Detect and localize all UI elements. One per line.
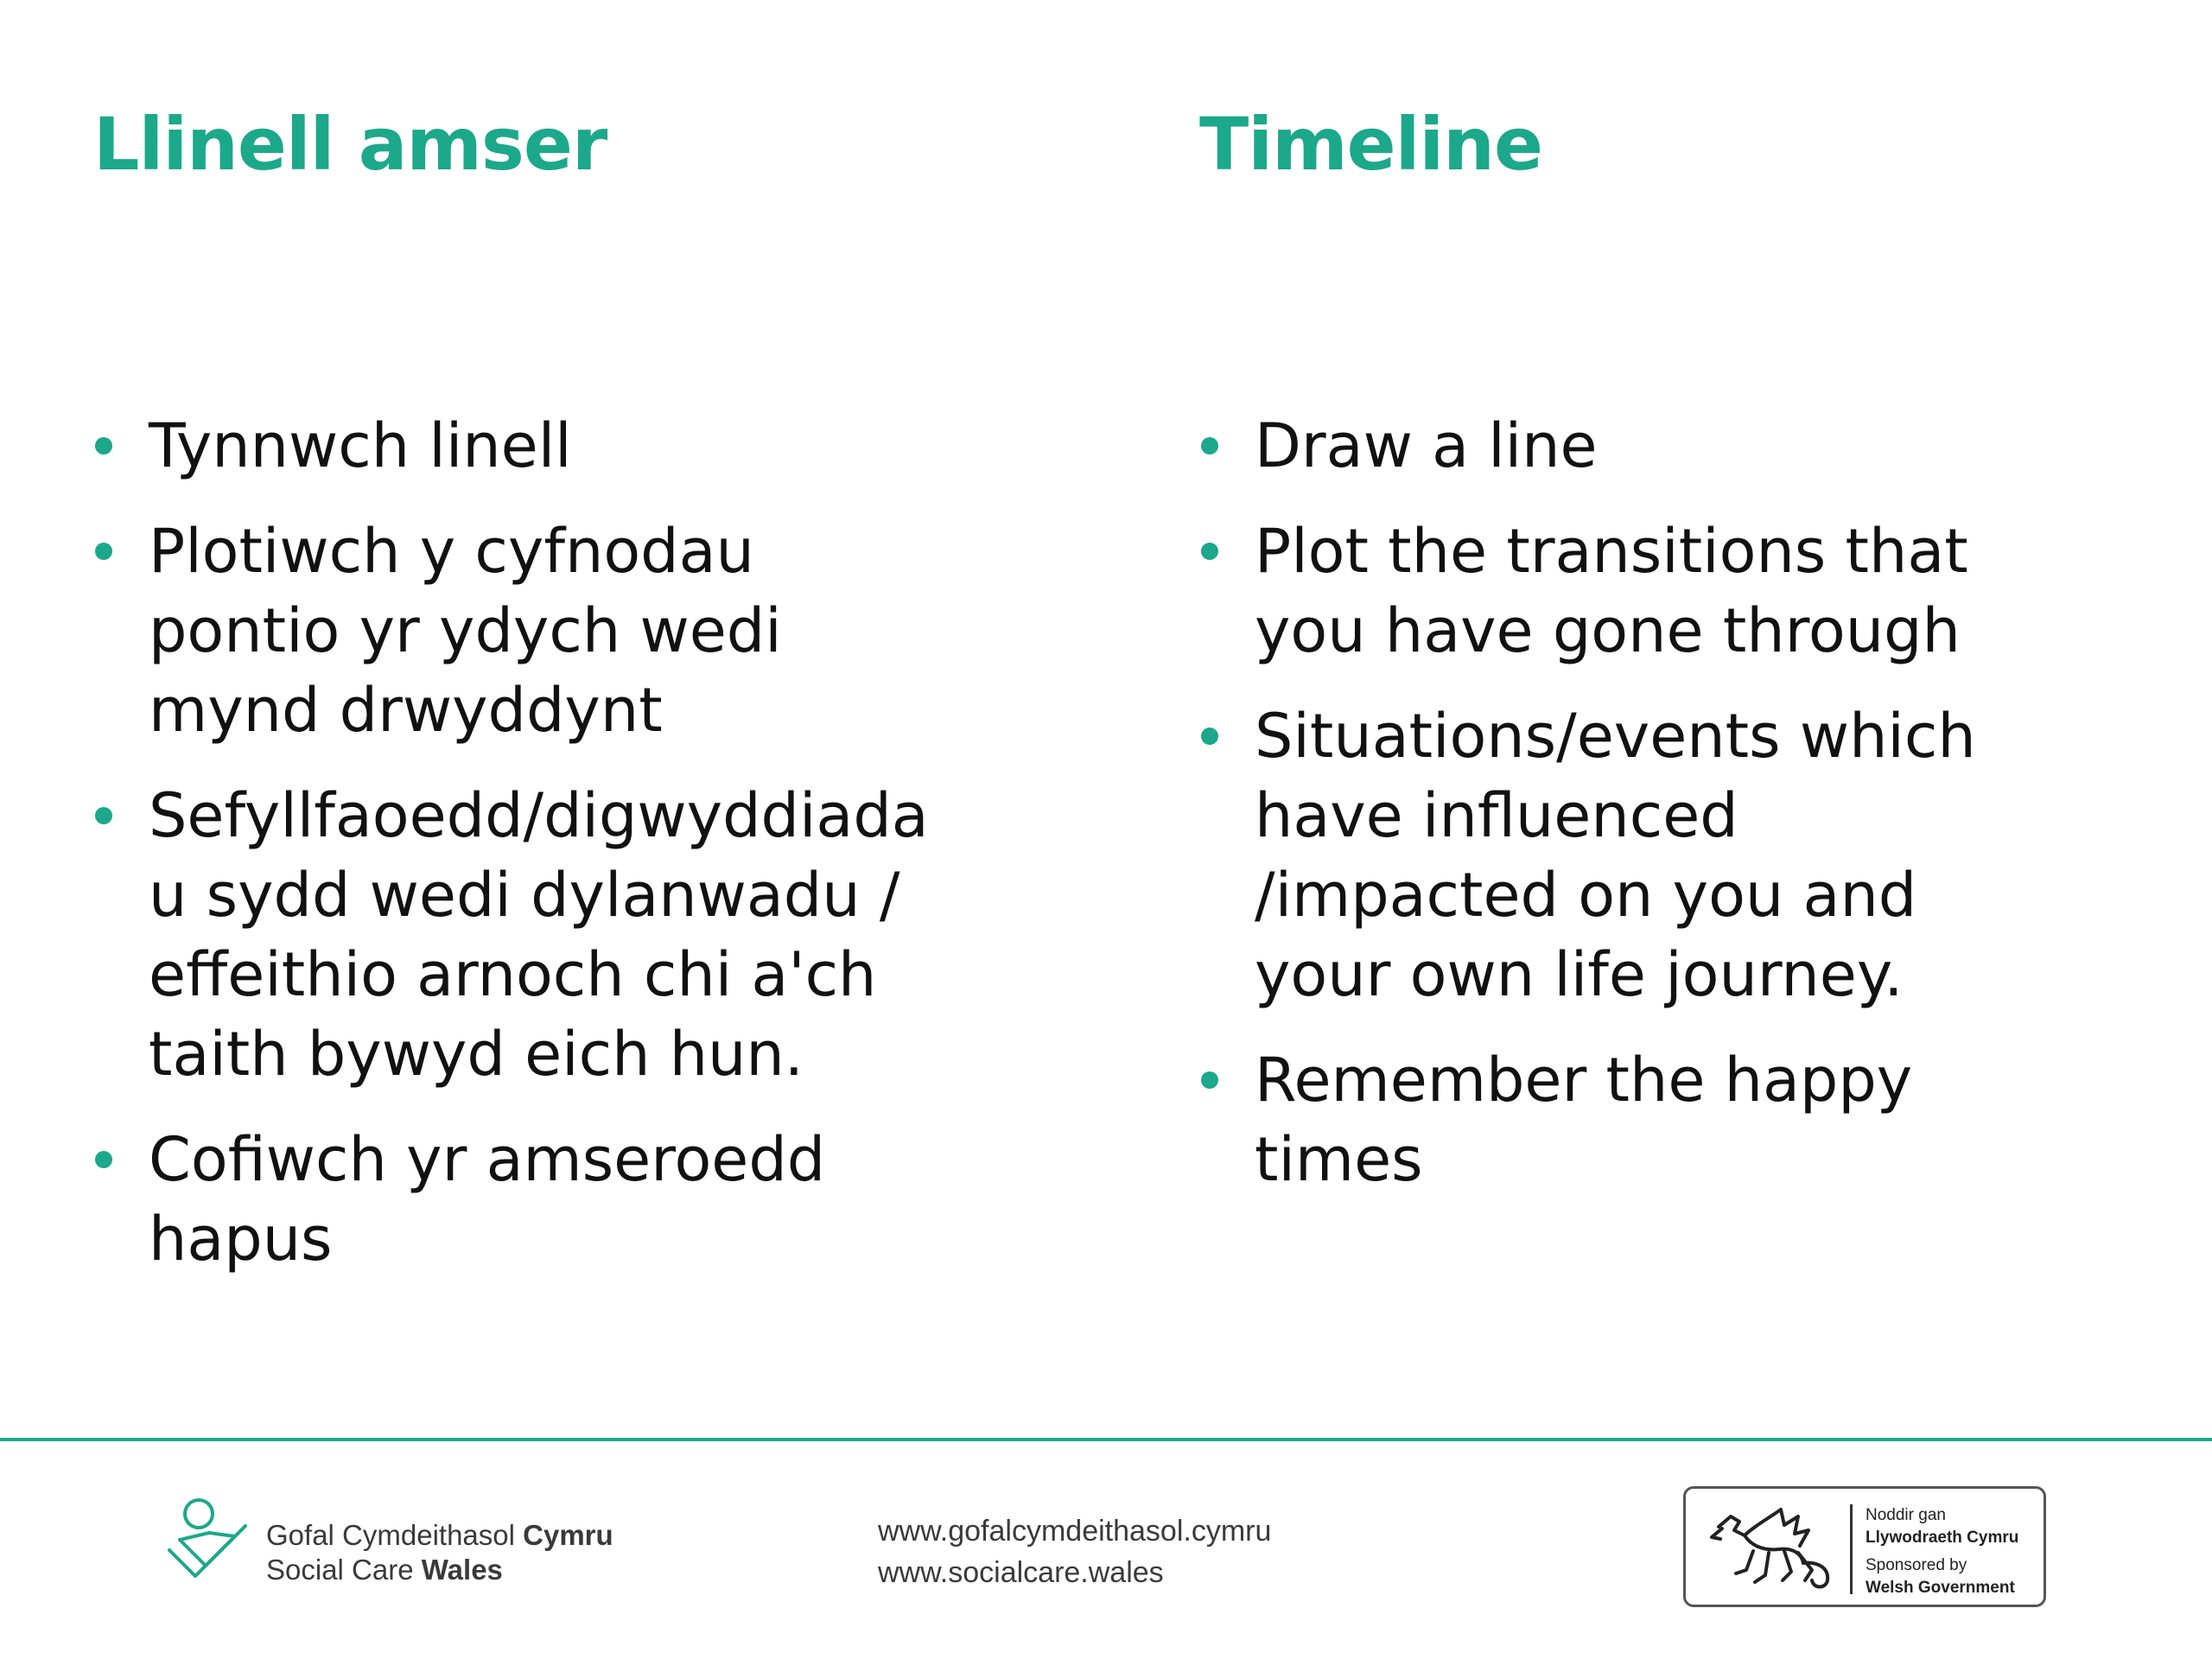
english-title: Timeline <box>1199 102 1542 187</box>
bullet-dot-icon <box>95 1151 112 1168</box>
welsh-dragon-icon <box>1701 1501 1840 1596</box>
org-name-welsh-bold: Cymru <box>523 1519 613 1551</box>
english-bullet-text: Situations/events which have influenced /impacted on you and your own life journey. <box>1255 701 1976 1010</box>
org-name-welsh <box>266 1519 613 1552</box>
english-bullet-text: Draw a line <box>1255 410 1598 481</box>
welsh-bullet-item <box>93 1120 1013 1279</box>
welsh-bullet-text: Tynnwch linell <box>149 410 572 481</box>
welsh-bullet-text: Plotiwch y cyfnodau pontio yr ydych wedi mynd drwyddynt <box>149 516 782 746</box>
english-bullet-text: Plot the transitions that you have gone through <box>1255 516 1968 666</box>
english-bullet-item <box>1199 696 2119 1014</box>
sponsor-welsh-name: Llywodraeth Cymru <box>1866 1529 2019 1547</box>
welsh-bullet-list <box>93 406 1013 1305</box>
bullet-dot-icon <box>1201 728 1218 745</box>
social-care-wales-logo-icon <box>161 1497 256 1592</box>
welsh-bullet-text: Cofiwch yr amseroedd hapus <box>149 1124 826 1274</box>
org-name-english <box>266 1554 503 1586</box>
welsh-website-link[interactable]: www.gofalcymdeithasol.cymru <box>878 1515 1272 1548</box>
sponsor-divider <box>1850 1504 1853 1594</box>
bullet-dot-icon <box>1201 543 1218 560</box>
english-bullet-item <box>1199 1040 2119 1199</box>
welsh-bullet-text: Sefyllfaoedd/digwyddiada u sydd wedi dylanwadu / effeithio arnoch chi a'ch taith bywyd eich hun. <box>149 780 929 1090</box>
english-bullet-text: Remember the happy times <box>1255 1045 1913 1195</box>
welsh-title: Llinell amser <box>93 102 607 187</box>
welsh-bullet-item <box>93 406 1013 486</box>
english-bullet-item <box>1199 512 2119 671</box>
social-care-wales-logo <box>161 1497 613 1600</box>
footer-links <box>878 1510 1271 1593</box>
sponsor-english-label: Sponsored by <box>1866 1556 1967 1574</box>
welsh-bullet-item <box>93 512 1013 750</box>
org-name-english-bold: Wales <box>421 1554 503 1586</box>
sponsor-welsh-label: Noddir gan <box>1866 1506 1946 1524</box>
welsh-bullet-item <box>93 776 1013 1094</box>
footer-divider <box>0 1438 2212 1441</box>
bullet-dot-icon <box>95 807 112 824</box>
english-bullet-list <box>1199 406 2119 1225</box>
welsh-government-sponsor-badge <box>1683 1486 2046 1607</box>
english-website-link[interactable]: www.socialcare.wales <box>878 1556 1164 1589</box>
bullet-dot-icon <box>95 437 112 454</box>
org-name-english-light: Social Care <box>266 1554 422 1586</box>
bullet-dot-icon <box>95 543 112 560</box>
bullet-dot-icon <box>1201 1071 1218 1089</box>
english-bullet-item <box>1199 406 2119 486</box>
org-name-welsh-light: Gofal Cymdeithasol <box>266 1519 524 1551</box>
sponsor-english-name: Welsh Government <box>1866 1579 2015 1597</box>
bullet-dot-icon <box>1201 437 1218 454</box>
